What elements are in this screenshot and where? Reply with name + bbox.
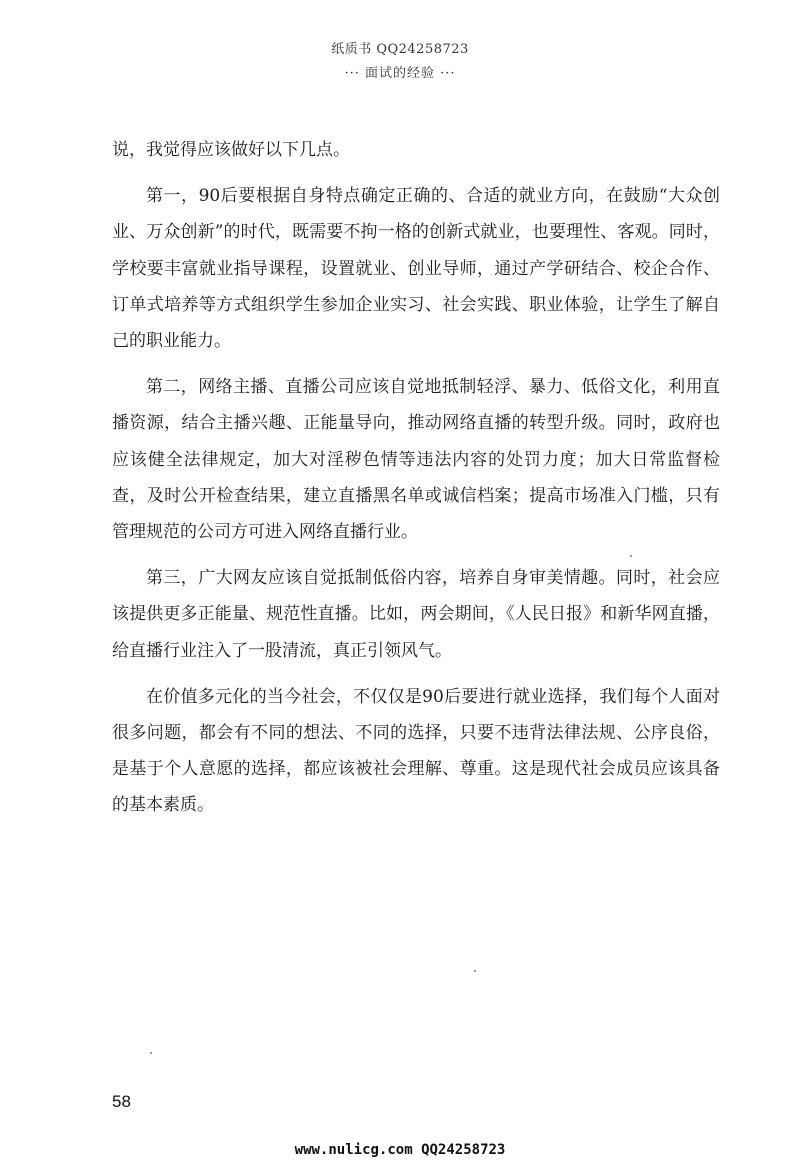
scan-speck — [150, 1052, 152, 1054]
scan-speck — [474, 970, 476, 972]
page-number: 58 — [112, 1092, 131, 1111]
scan-speck — [630, 555, 632, 557]
header-watermark: 纸质书 QQ24258723 — [331, 42, 469, 57]
running-header-title: ··· 面试的经验 ··· — [344, 66, 456, 81]
paragraph-point-one: 第一，90后要根据自身特点确定正确的、合适的就业方向，在鼓励“大众创业、万众创新”的时代，既需要不拘一格的创新式就业，也要理性、客观。同时，学校要丰富就业指导课程，设置就业、创业导师，通过产学研结合、校企合作、订单式培养等方式组织学生参加企业实习、社会实践、职业体验，让学生了解自己的职业能力。 — [112, 186, 720, 352]
body-text — [112, 132, 720, 834]
paragraph-point-three: 第三，广大网友应该自觉抵制低俗内容，培养自身审美情趣。同时，社会应该提供更多正能量、规范性直播。比如，两会期间，《人民日报》和新华网直播，给直播行业注入了一股清流，真正引领风气。 — [112, 568, 720, 661]
paragraph-continuation: 说，我觉得应该做好以下几点。 — [112, 140, 350, 160]
paragraph-point-two: 第二，网络主播、直播公司应该自觉地抵制轻浮、暴力、低俗文化，利用直播资源，结合主播兴趣、正能量导向，推动网络直播的转型升级。同时，政府也应该健全法律规定，加大对淫秽色情等违法内容的处罚力度；加大日常监督检查，及时公开检查结果，建立直播黑名单或诚信档案；提高市场准入门槛，只有管理规范的公司方可进入网络直播行业。 — [112, 377, 720, 543]
footer-watermark: www.nulicg.com QQ24258723 — [294, 1142, 506, 1158]
paragraph-conclusion: 在价值多元化的当今社会，不仅仅是90后要进行就业选择，我们每个人面对很多问题，都会有不同的想法、不同的选择，只要不违背法律法规、公序良俗，是基于个人意愿的选择，都应该被社会理解、尊重。这是现代社会成员应该具备的基本素质。 — [112, 686, 720, 816]
